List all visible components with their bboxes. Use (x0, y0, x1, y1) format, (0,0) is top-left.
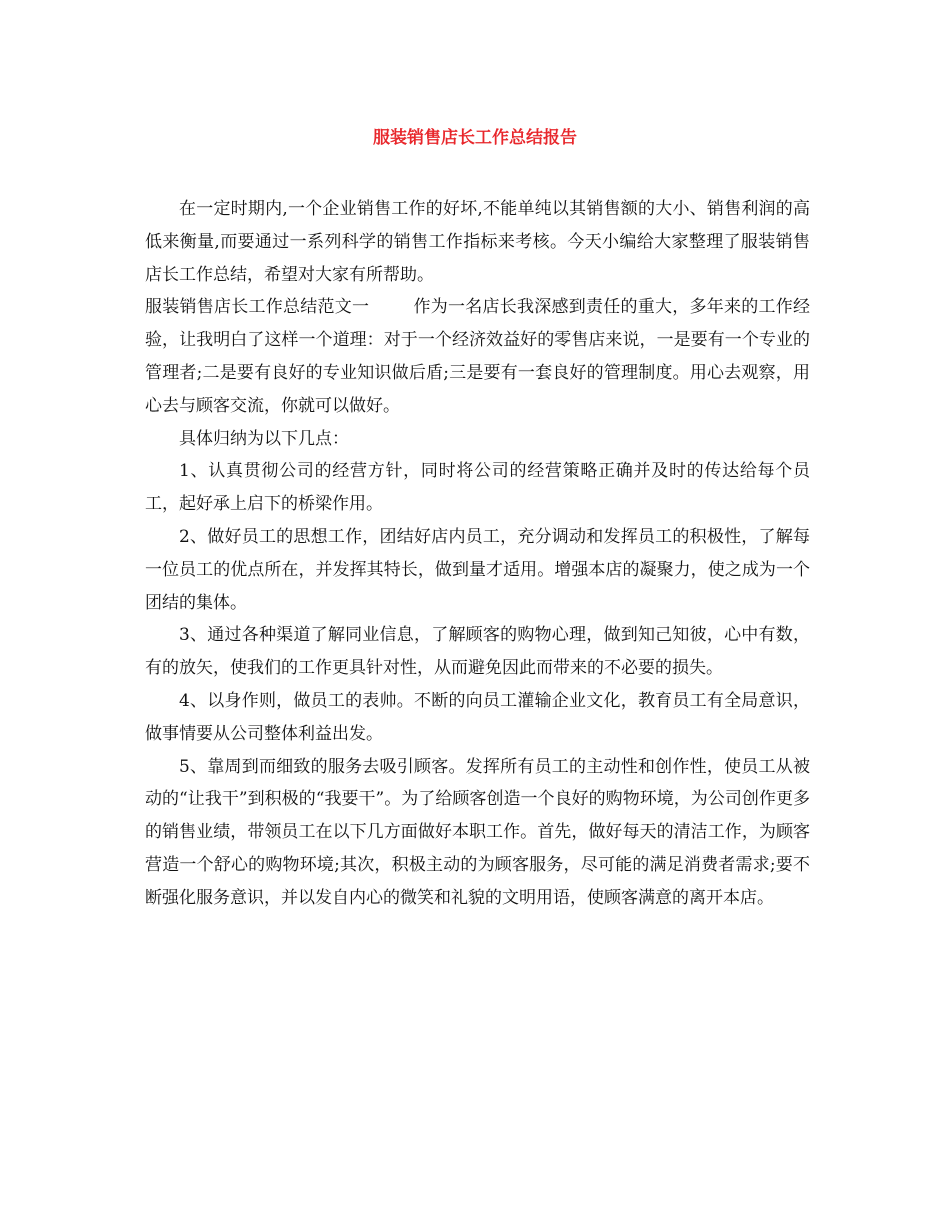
point-4: 4、以身作则，做员工的表帅。不断的向员工灌输企业文化，教育员工有全局意识，做事情要从公司整体利益出发。 (145, 690, 810, 744)
document-body (145, 193, 810, 915)
sample-opening: 作为一名店长我深感到责任的重大，多年来的工作经验，让我明白了这样一个道理：对于一个经济效益好的零售店来说，一是要有一个专业的管理者;二是要有良好的专业知识做后盾;三是要有一套良好的管理制度。用心去观察，用心去与顾客交流，你就可以做好。 (145, 297, 810, 416)
sample-heading: 服装销售店长工作总结范文一 (145, 297, 370, 318)
summary-lead: 具体归纳为以下几点： (179, 428, 349, 449)
point-2: 2、做好员工的思想工作，团结好店内员工，充分调动和发挥员工的积极性，了解每一位员工的优点所在，并发挥其特长，做到量才适用。增强本店的凝聚力，使之成为一个团结的集体。 (145, 526, 810, 613)
point-5: 5、靠周到而细致的服务去吸引顾客。发挥所有员工的主动性和创作性，使员工从被动的“让我干”到积极的“我要干”。为了给顾客创造一个良好的购物环境，为公司创作更多的销售业绩，带领员工在以下几方面做好本职工作。首先，做好每天的清洁工作，为顾客营造一个舒心的购物环境;其次，积极主动的为顾客服务，尽可能的满足消费者需求;要不断强化服务意识，并以发自内心的微笑和礼貌的文明用语，使顾客满意的离开本店。 (145, 756, 810, 908)
sample-paragraph (145, 291, 810, 422)
point-1: 1、认真贯彻公司的经营方针，同时将公司的经营策略正确并及时的传达给每个员工，起好承上启下的桥梁作用。 (145, 461, 810, 515)
intro-paragraph: 在一定时期内,一个企业销售工作的好坏,不能单纯以其销售额的大小、销售利润的高低来衡量,而要通过一系列科学的销售工作指标来考核。今天小编给大家整理了服装销售店长工作总结，希望对大家有所帮助。 (145, 199, 810, 285)
point-3: 3、通过各种渠道了解同业信息，了解顾客的购物心理，做到知己知彼，心中有数，有的放矢，使我们的工作更具针对性，从而避免因此而带来的不必要的损失。 (145, 625, 810, 679)
document-title: 服装销售店长工作总结报告 (373, 128, 577, 148)
